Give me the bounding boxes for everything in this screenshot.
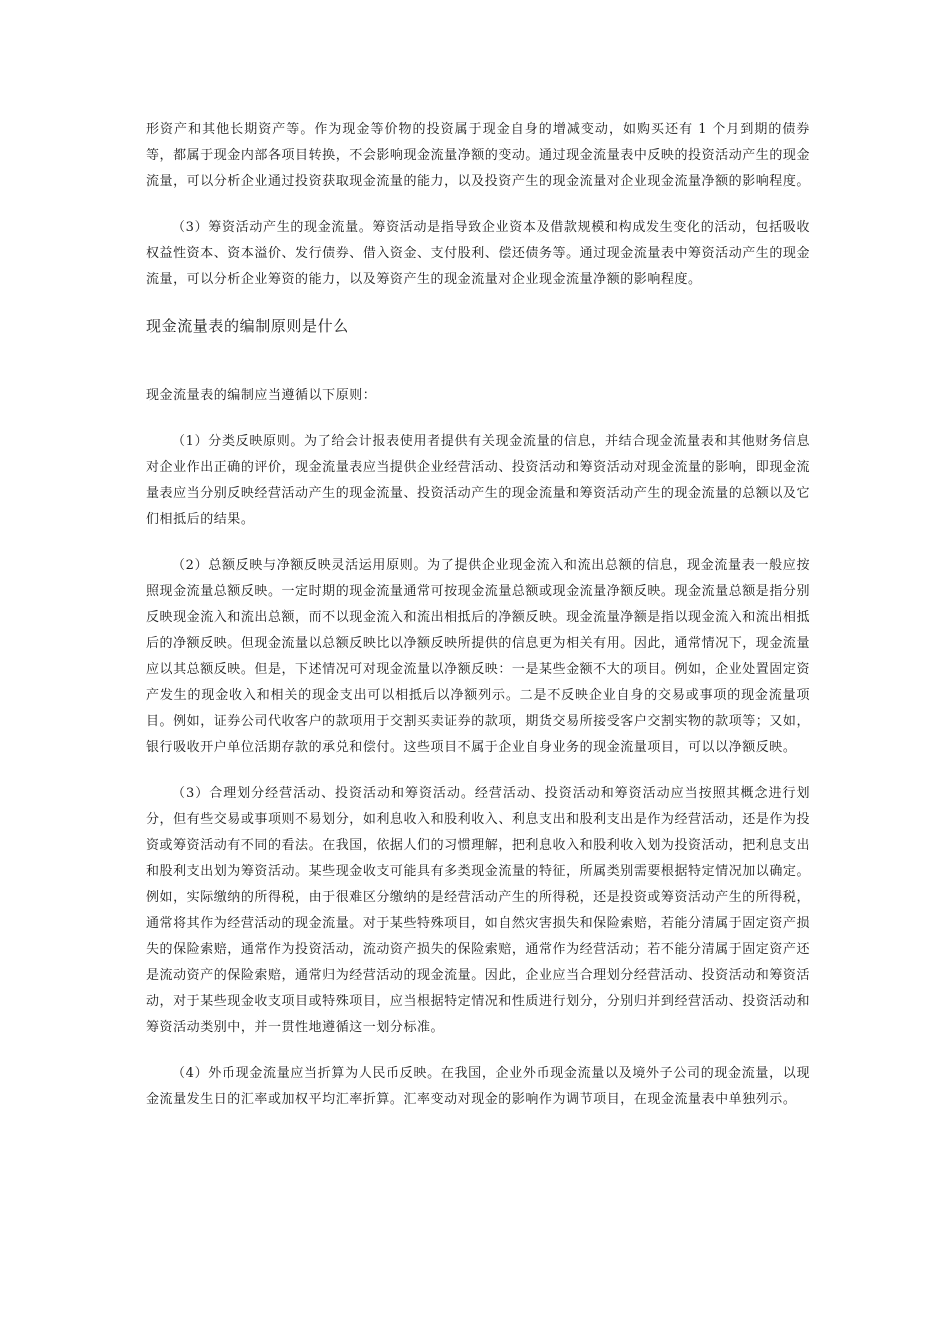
paragraph-principle-2: （2）总额反映与净额反映灵活运用原则。为了提供企业现金流入和流出总额的信息，现金流量表一般应按照现金流量总额反映。一定时期的现金流量通常可按现金流量总额或现金流量净额反映。现金流量总额是指分别反映现金流入和流出总额，而不以现金流入和流出相抵后的净额反映。现金流量净额是指以现金流入和流出相抵后的净额反映。但现金流量以总额反映比以净额反映所提供的信息更为相关有用。因此，通常情况下，现金流量应以其总额反映。但是，下述情况可对现金流量以净额反映：一是某些金额不大的项目。例如，企业处置固定资产发生的现金收入和相关的现金支出可以相抵后以净额列示。二是不反映企业自身的交易或事项的现金流量项目。例如，证券公司代收客户的款项用于交割买卖证券的款项，期货交易所接受客户交割实物的款项等；又如，银行吸收开户单位活期存款的承兑和偿付。这些项目不属于企业自身业务的现金流量项目，可以以净额反映。	[146, 558, 810, 755]
paragraph-financing-activities: （3）筹资活动产生的现金流量。筹资活动是指导致企业资本及借款规模和构成发生变化的活动，包括吸收权益性资本、资本溢价、发行债券、借入资金、支付股利、偿还债务等。通过现金流量表中筹资活动产生的现金流量，可以分析企业筹资的能力，以及筹资产生的现金流量对企业现金流量净额的影响程度。	[146, 220, 810, 287]
paragraph-principle-3: （3）合理划分经营活动、投资活动和筹资活动。经营活动、投资活动和筹资活动应当按照其概念进行划分，但有些交易或事项则不易划分，如利息收入和股利收入、利息支出和股利支出是作为经营活动，还是作为投资或筹资活动有不同的看法。在我国，依据人们的习惯理解，把利息收入和股利收入划为投资活动，把利息支出和股利支出划为筹资活动。某些现金收支可能具有多类现金流量的特征，所属类别需要根据特定情况加以确定。例如，实际缴纳的所得税，由于很难区分缴纳的是经营活动产生的所得税，还是投资或筹资活动产生的所得税，通常将其作为经营活动的现金流量。对于某些特殊项目，如自然灾害损失和保险索赔，若能分清属于固定资产损失的保险索赔，通常作为投资活动，流动资产损失的保险索赔，通常作为经营活动；若不能分清属于固定资产还是流动资产的保险索赔，通常归为经营活动的现金流量。因此，企业应当合理划分经营活动、投资活动和筹资活动，对于某些现金收支项目或特殊项目，应当根据特定情况和性质进行划分，分别归并到经营活动、投资活动和筹资活动类别中，并一贯性地遵循这一划分标准。	[146, 786, 810, 1035]
paragraph-investing-continued: 形资产和其他长期资产等。作为现金等价物的投资属于现金自身的增减变动，如购买还有 1 个月到期的债券等，都属于现金内部各项目转换，不会影响现金流量净额的变动。通过现金流量表中反映的投资活动产生的现金流量，可以分析企业通过投资获取现金流量的能力，以及投资产生的现金流量对企业现金流量净额的影响程度。	[146, 122, 810, 189]
paragraph-principles-intro: 现金流量表的编制应当遵循以下原则：	[146, 388, 377, 403]
paragraph-principle-4: （4）外币现金流量应当折算为人民币反映。在我国，企业外币现金流量以及境外子公司的现金流量，以现金流量发生日的汇率或加权平均汇率折算。汇率变动对现金的影响作为调节项目，在现金流量表中单独列示。	[146, 1066, 810, 1107]
paragraph-principle-1: （1）分类反映原则。为了给会计报表使用者提供有关现金流量的信息，并结合现金流量表和其他财务信息对企业作出正确的评价，现金流量表应当提供企业经营活动、投资活动和筹资活动对现金流量的影响，即现金流量表应当分别反映经营活动产生的现金流量、投资活动产生的现金流量和筹资活动产生的现金流量的总额以及它们相抵后的结果。	[146, 434, 810, 527]
document-page	[146, 117, 810, 1113]
section-heading: 现金流量表的编制原则是什么	[146, 317, 349, 335]
